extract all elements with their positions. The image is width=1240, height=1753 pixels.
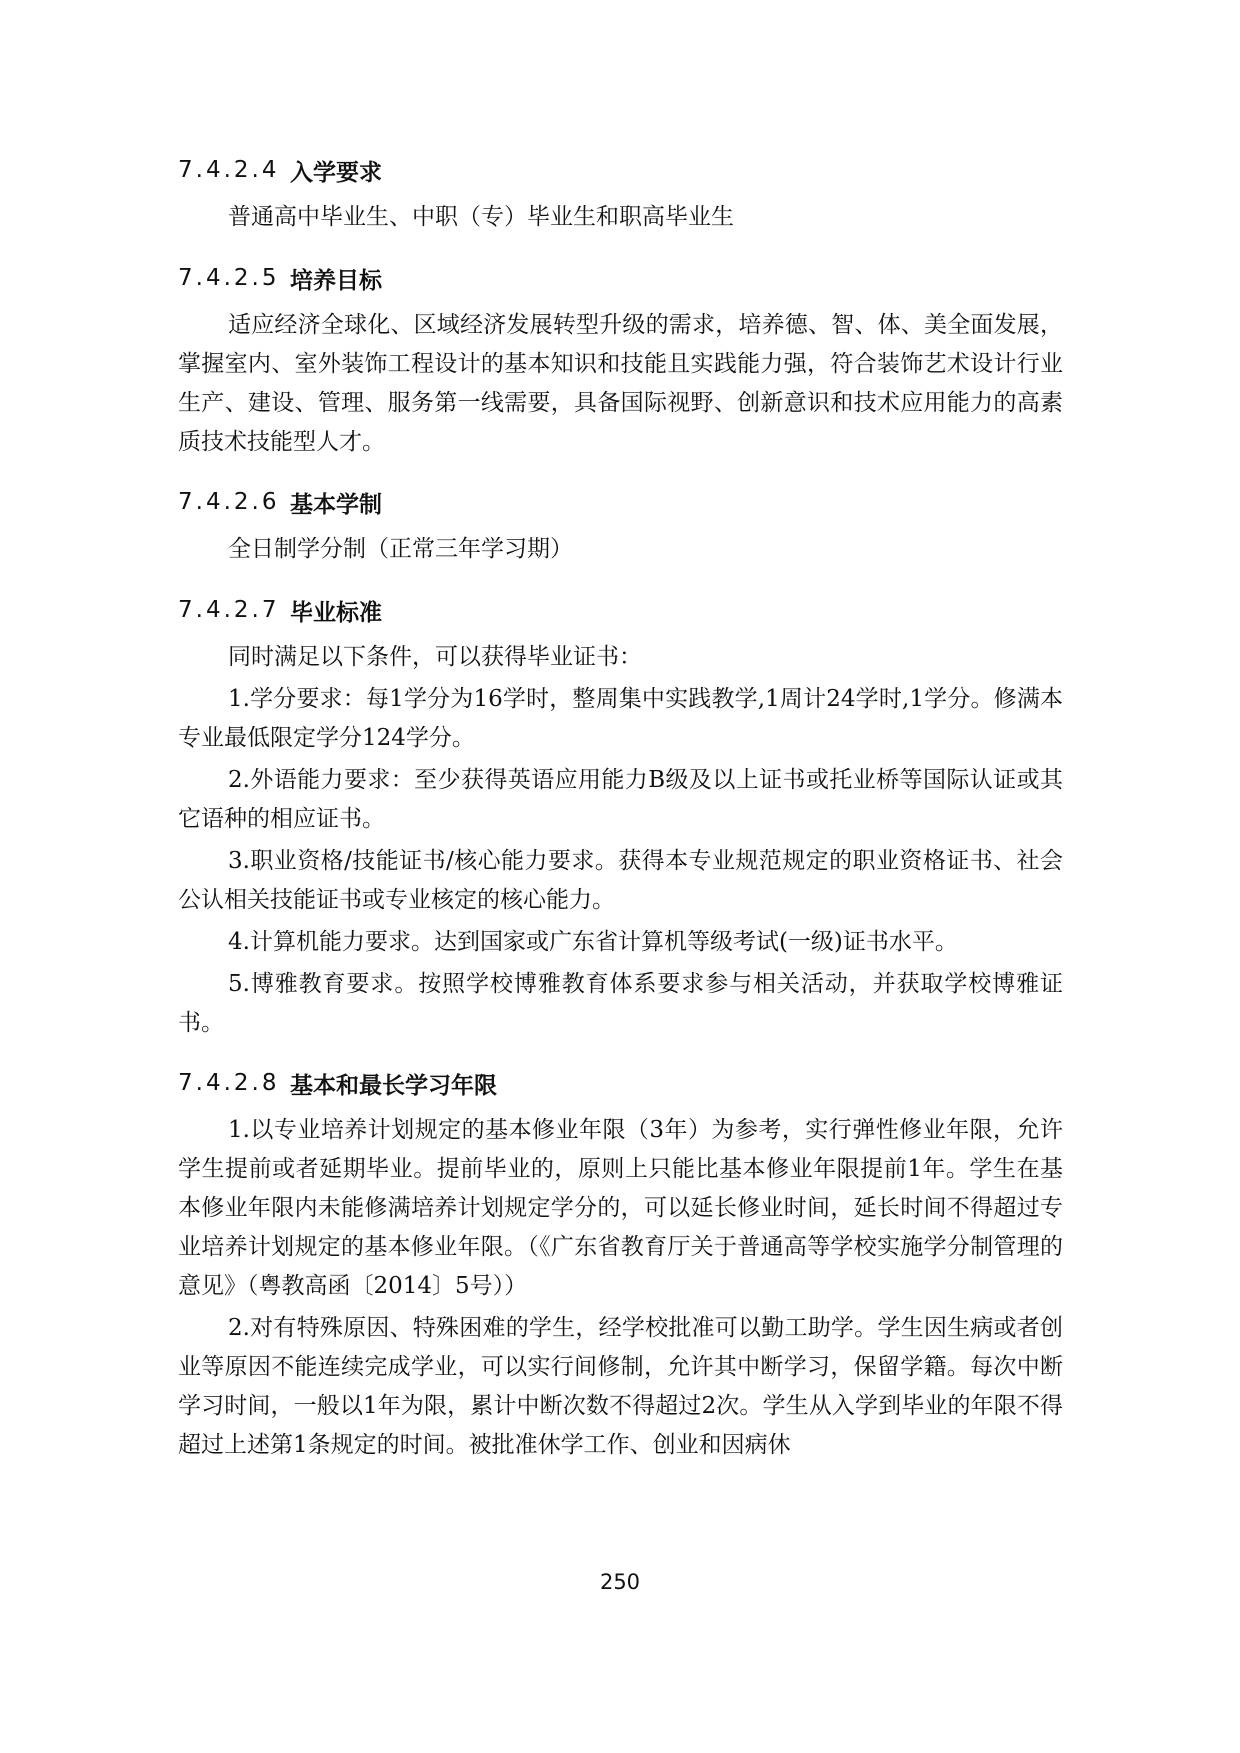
section-title: 基本和最长学习年限 bbox=[290, 1072, 497, 1099]
list-item: 4.计算机能力要求。达到国家或广东省计算机等级考试(一级)证书水平。 bbox=[228, 929, 958, 955]
section-number: 7.4.2.4 bbox=[178, 157, 280, 183]
paragraph: 适应经济全球化、区域经济发展转型升级的需求，培养德、智、体、美全面发展，掌握室内、室外装饰工程设计的基本知识和技能且实践能力强，符合装饰艺术设计行业生产、建设、管理、服务第一线需要，具备国际视野、创新意识和技术应用能力的高素质技术技能型人才。 bbox=[178, 312, 1063, 455]
list-item: 1.学分要求：每1学分为16学时，整周集中实践教学,1周计24学时,1学分。修满本专业最低限定学分124学分。 bbox=[178, 686, 1063, 751]
section-title: 入学要求 bbox=[290, 159, 382, 186]
section-heading bbox=[178, 582, 1063, 638]
list-item: 1.以专业培养计划规定的基本修业年限（3年）为参考，实行弹性修业年限，允许学生提前或者延期毕业。提前毕业的，原则上只能比基本修业年限提前1年。学生在基本修业年限内未能修满培养计划规定学分的，可以延长修业时间，延长时间不得超过专业培养计划规定的基本修业年限。（《广东省教育厅关于普通高等学校实施学分制管理的意见》（粤教高函〔2014〕5号）） bbox=[178, 1117, 1063, 1299]
section-number: 7.4.2.7 bbox=[178, 597, 280, 623]
section-title: 毕业标准 bbox=[290, 599, 382, 626]
section-number: 7.4.2.8 bbox=[178, 1070, 280, 1096]
paragraph: 同时满足以下条件，可以获得毕业证书： bbox=[228, 644, 642, 670]
list-item: 3.职业资格/技能证书/核心能力要求。获得本专业规范规定的职业资格证书、社会公认相关技能证书或专业核定的核心能力。 bbox=[178, 848, 1063, 913]
section-graduation-standards bbox=[178, 582, 1063, 1043]
section-heading bbox=[178, 250, 1063, 306]
section-number: 7.4.2.5 bbox=[178, 265, 280, 291]
section-heading bbox=[178, 474, 1063, 530]
section-study-duration bbox=[178, 1055, 1063, 1465]
section-number: 7.4.2.6 bbox=[178, 489, 280, 515]
section-heading bbox=[178, 1055, 1063, 1111]
paragraph: 普通高中毕业生、中职（专）毕业生和职高毕业生 bbox=[228, 204, 734, 230]
list-item: 2.对有特殊原因、特殊困难的学生，经学校批准可以勤工助学。学生因生病或者创业等原因不能连续完成学业，可以实行间修制，允许其中断学习，保留学籍。每次中断学习时间，一般以1年为限，累计中断次数不得超过2次。学生从入学到毕业的年限不得超过上述第1条规定的时间。被批准休学工作、创业和因病休 bbox=[178, 1315, 1063, 1458]
paragraph: 全日制学分制（正常三年学习期） bbox=[228, 536, 573, 562]
section-training-objectives bbox=[178, 250, 1063, 462]
page-content bbox=[178, 142, 1063, 1477]
list-item: 2.外语能力要求：至少获得英语应用能力B级及以上证书或托业桥等国际认证或其它语种的相应证书。 bbox=[178, 767, 1063, 832]
section-title: 培养目标 bbox=[290, 267, 382, 294]
list-item: 5.博雅教育要求。按照学校博雅教育体系要求参与相关活动，并获取学校博雅证书。 bbox=[178, 971, 1063, 1036]
section-title: 基本学制 bbox=[290, 491, 382, 518]
page-number: 250 bbox=[599, 1570, 641, 1594]
section-basic-academic-system bbox=[178, 474, 1063, 569]
section-enrollment-requirements bbox=[178, 142, 1063, 237]
section-heading bbox=[178, 142, 1063, 198]
